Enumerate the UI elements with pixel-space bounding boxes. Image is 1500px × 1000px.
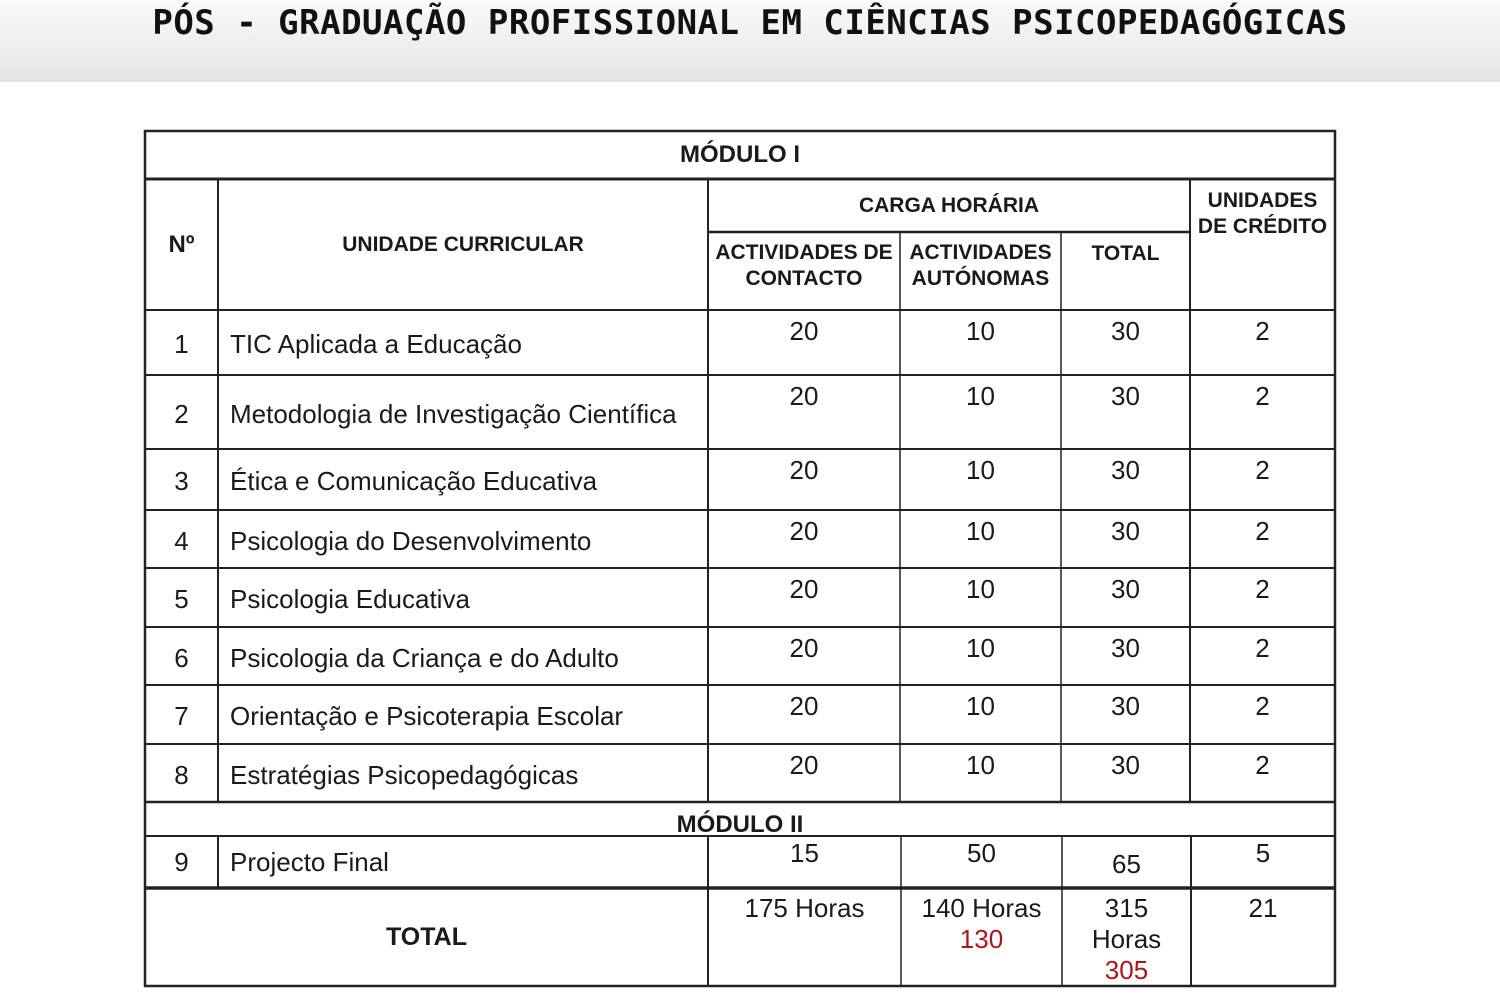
row-8-contact: 20 (789, 750, 819, 780)
total-label: TOTAL (385, 923, 467, 951)
row-2-unit: Metodologia de Investigação Científica (230, 398, 677, 429)
row-4-contact: 20 (789, 516, 819, 546)
row-9-number: 9 (174, 846, 189, 877)
row-3-unit: Ética e Comunicação Educativa (230, 466, 598, 496)
total-hours-correction: 305 (1104, 955, 1149, 985)
row-9-contact: 15 (790, 838, 819, 868)
row-9-total: 65 (1112, 848, 1141, 879)
row-7-contact: 20 (789, 691, 819, 721)
row-8-total: 30 (1111, 750, 1140, 780)
header-contact-line1: ACTIVIDADES DE (715, 241, 893, 264)
row-6-autonomous: 10 (966, 633, 995, 663)
row-3-number: 3 (174, 466, 189, 496)
row-4-credits: 2 (1255, 516, 1270, 546)
row-1-autonomous: 10 (966, 316, 995, 346)
row-1-contact: 20 (789, 316, 819, 346)
row-6-unit: Psicologia da Criança e do Adulto (230, 642, 619, 673)
row-2-credits: 2 (1255, 381, 1270, 411)
header-autonomous-activities (900, 236, 1061, 296)
row-9-unit: Projecto Final (230, 846, 389, 877)
row-8-autonomous: 10 (966, 750, 995, 780)
row-2-total: 30 (1111, 381, 1140, 411)
header-contact-line2: CONTACTO (745, 267, 863, 290)
header-autonomous-line2: AUTÓNOMAS (911, 267, 1050, 290)
row-8-number: 8 (174, 759, 189, 790)
row-4-total: 30 (1111, 516, 1140, 546)
row-5-unit: Psicologia Educativa (230, 584, 470, 614)
header-autonomous-line1: ACTIVIDADES (909, 241, 1052, 264)
header-credit-units (1190, 186, 1335, 242)
row-8-unit: Estratégias Psicopedagógicas (230, 759, 579, 790)
row-3-total: 30 (1111, 455, 1140, 485)
row-2-number: 2 (174, 398, 189, 429)
row-3-credits: 2 (1255, 455, 1270, 485)
module-1-title: MÓDULO I (680, 141, 800, 168)
row-3-contact: 20 (789, 455, 819, 485)
header-unit: UNIDADE CURRICULAR (342, 233, 584, 256)
row-4-number: 4 (174, 525, 189, 556)
header-contact-activities (708, 236, 900, 296)
row-6-number: 6 (174, 642, 189, 673)
module-2-title: MÓDULO II (676, 811, 804, 838)
row-8-credits: 2 (1255, 750, 1270, 780)
total-autonomous-correction: 130 (959, 924, 1004, 954)
header-number: Nº (168, 230, 195, 258)
page-title: PÓS - GRADUAÇÃO PROFISSIONAL EM CIÊNCIAS PSICOPEDAGÓGICAS (152, 3, 1348, 43)
header-credits-line1: UNIDADES (1207, 189, 1318, 212)
row-2-contact: 20 (789, 381, 819, 411)
row-4-autonomous: 10 (966, 516, 995, 546)
row-4-unit: Psicologia do Desenvolvimento (230, 525, 592, 556)
row-3-autonomous: 10 (966, 455, 995, 485)
row-5-autonomous: 10 (966, 574, 995, 604)
row-7-autonomous: 10 (966, 691, 995, 721)
total-autonomous-hours: 140 Horas (921, 893, 1042, 923)
header-carga-horaria: CARGA HORÁRIA (858, 193, 1040, 217)
row-6-contact: 20 (789, 633, 819, 663)
row-1-number: 1 (174, 329, 189, 359)
row-2-autonomous: 10 (966, 381, 995, 411)
row-5-contact: 20 (789, 574, 819, 604)
header-credits-line2: DE CRÉDITO (1197, 215, 1328, 238)
row-1-credits: 2 (1255, 316, 1270, 346)
total-contact: 175 Horas (744, 893, 865, 923)
row-9-credits: 5 (1255, 838, 1271, 868)
row-7-total: 30 (1111, 691, 1140, 721)
row-1-total: 30 (1111, 316, 1140, 346)
row-9-autonomous: 50 (967, 838, 996, 868)
row-6-total: 30 (1111, 633, 1140, 663)
row-1-unit: TIC Aplicada a Educação (230, 329, 522, 359)
row-5-number: 5 (174, 584, 189, 614)
row-7-number: 7 (174, 701, 189, 731)
total-hours-unit: Horas (1091, 924, 1162, 954)
total-credits: 21 (1248, 893, 1278, 923)
header-total: TOTAL (1091, 242, 1160, 265)
total-hours (1062, 888, 1191, 986)
row-7-credits: 2 (1255, 691, 1270, 721)
row-5-credits: 2 (1255, 574, 1270, 604)
row-5-total: 30 (1111, 574, 1140, 604)
row-6-credits: 2 (1255, 633, 1270, 663)
row-7-unit: Orientação e Psicoterapia Escolar (230, 701, 624, 731)
total-hours-value: 315 (1104, 893, 1149, 923)
total-autonomous (901, 888, 1062, 986)
